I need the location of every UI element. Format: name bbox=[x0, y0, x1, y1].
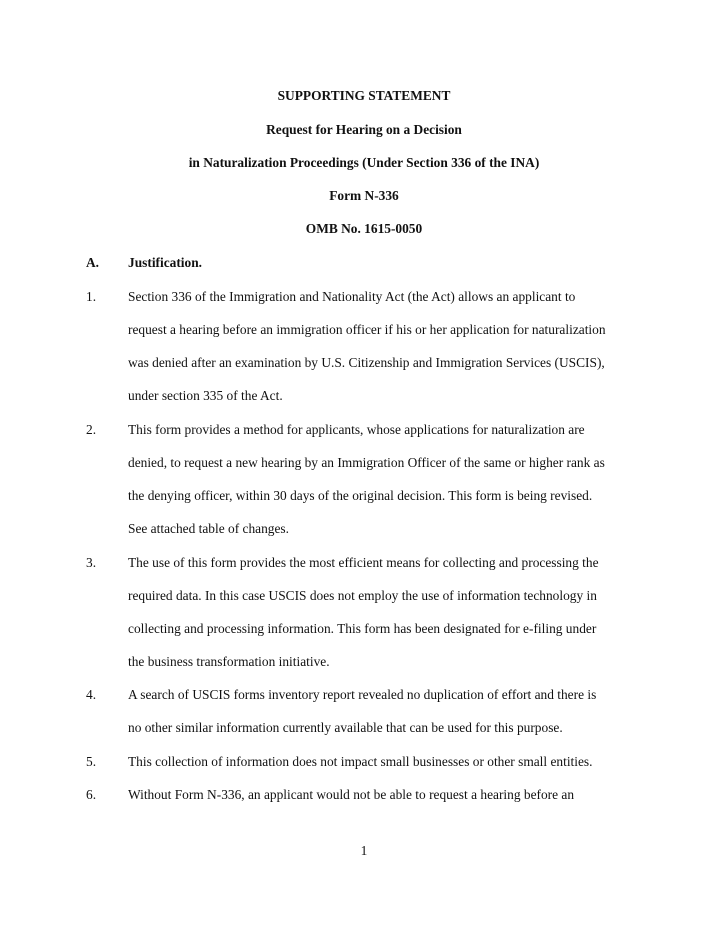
section-title: Justification. bbox=[128, 255, 203, 270]
item-line: the denying officer, within 30 days of the original decision. This form is being revised. bbox=[128, 488, 593, 503]
item-number: 4. bbox=[86, 687, 97, 702]
item-line: This collection of information does not impact small businesses or other small entities. bbox=[128, 754, 593, 769]
item-line: See attached table of changes. bbox=[128, 521, 289, 536]
item-line: Section 336 of the Immigration and Nationality Act (the Act) allows an applicant to bbox=[128, 289, 576, 304]
item-line: request a hearing before an immigration officer if his or her application for naturalization bbox=[128, 322, 606, 337]
item-line: was denied after an examination by U.S. Citizenship and Immigration Services (USCIS), bbox=[128, 355, 605, 370]
omb-number: OMB No. 1615-0050 bbox=[305, 221, 423, 236]
item-number: 1. bbox=[86, 289, 97, 304]
item-line: denied, to request a new hearing by an Immigration Officer of the same or higher rank as bbox=[128, 455, 605, 470]
item-line: no other similar information currently available that can be used for this purpose. bbox=[128, 720, 563, 735]
form-number: Form N-336 bbox=[329, 188, 399, 203]
item-number: 6. bbox=[86, 787, 97, 802]
page-number: 1 bbox=[360, 843, 368, 858]
section-label: A. bbox=[86, 255, 100, 270]
item-line: under section 335 of the Act. bbox=[128, 388, 283, 403]
item-number: 3. bbox=[86, 555, 97, 570]
document-subtitle-2: in Naturalization Proceedings (Under Section 336 of the INA) bbox=[188, 155, 540, 170]
item-number: 5. bbox=[86, 754, 97, 769]
item-line: A search of USCIS forms inventory report revealed no duplication of effort and there is bbox=[128, 687, 597, 702]
item-number: 2. bbox=[86, 422, 97, 437]
item-line: Without Form N-336, an applicant would not be able to request a hearing before an bbox=[128, 787, 575, 802]
item-line: collecting and processing information. This form has been designated for e-filing under bbox=[128, 621, 597, 636]
item-line: This form provides a method for applicants, whose applications for naturalization are bbox=[128, 422, 585, 437]
item-line: the business transformation initiative. bbox=[128, 654, 330, 669]
item-line: The use of this form provides the most efficient means for collecting and processing the bbox=[128, 555, 599, 570]
item-line: required data. In this case USCIS does not employ the use of information technology in bbox=[128, 588, 597, 603]
document-subtitle-1: Request for Hearing on a Decision bbox=[266, 122, 462, 137]
document-title: SUPPORTING STATEMENT bbox=[277, 88, 451, 103]
